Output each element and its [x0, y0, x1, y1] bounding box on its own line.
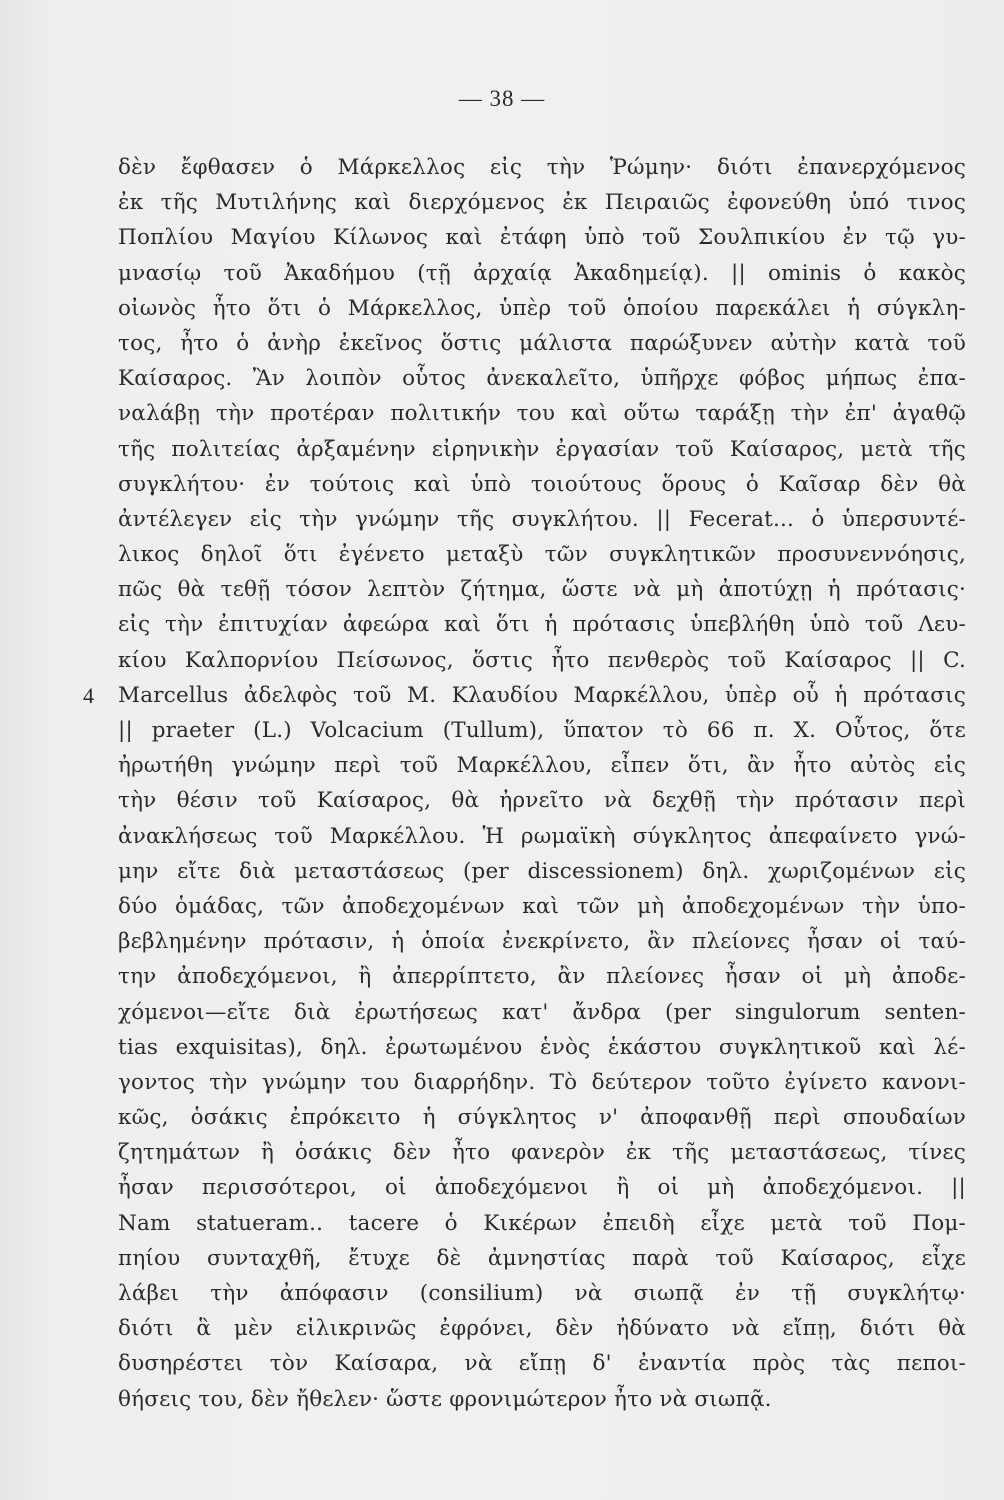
text-line: κῶς, ὁσάκις ἐπρόκειτο ἡ σύγκλητος ν' ἀποφανθῇ περὶ σπουδαίων [118, 1105, 966, 1131]
text-line: δύο ὁμάδας, τῶν ἀποδεχομένων καὶ τῶν μὴ ἀποδεχομένων τὴν ὑπο- [118, 893, 966, 919]
text-line: οἰωνὸς ἦτο ὅτι ὁ Μάρκελλος, ὑπὲρ τοῦ ὁποίου παρεκάλει ἡ σύγκλη- [118, 295, 966, 321]
text-line: Nam statueram.. tacere ὁ Κικέρων ἐπειδὴ εἶχε μετὰ τοῦ Πομ- [118, 1210, 966, 1236]
text-line: ζητημάτων ἢ ὁσάκις δὲν ἦτο φανερὸν ἐκ τῆς μεταστάσεως, τίνες [118, 1140, 966, 1166]
text-line: λάβει τὴν ἀπόφασιν (consilium) νὰ σιωπᾷ ἐν τῇ συγκλήτῳ· [118, 1281, 966, 1306]
margin-line-number: 4 [83, 683, 94, 708]
text-line: την ἀποδεχόμενοι, ἢ ἀπερρίπτετο, ἂν πλείονες ἦσαν οἱ μὴ ἀποδε- [118, 964, 966, 990]
text-line: Marcellus ἀδελφὸς τοῦ Μ. Κλαυδίου Μαρκέλλου, ὑπὲρ οὗ ἡ πρότασις [118, 682, 966, 708]
text-line: μην εἴτε διὰ μεταστάσεως (per discessionem) δηλ. χωριζομένων εἰς [118, 858, 966, 884]
text-line: δὲν ἔφθασεν ὁ Μάρκελλος εἰς τὴν Ῥώμην· διότι ἐπανερχόμενος [118, 155, 966, 180]
text-line: θήσεις του, δὲν ἤθελεν· ὥστε φρονιμώτερον ἦτο νὰ σιωπᾷ. [118, 1386, 772, 1412]
text-line: ἦσαν περισσότεροι, οἱ ἀποδεχόμενοι ἢ οἱ μὴ ἀποδεχόμενοι. || [118, 1175, 966, 1201]
text-line: τος, ἦτο ὁ ἀνὴρ ἐκεῖνος ὅστις μάλιστα παρώξυνεν αὐτὴν κατὰ τοῦ [118, 330, 966, 356]
text-line: πηίου συνταχθῆ, ἔτυχε δὲ ἀμνηστίας παρὰ τοῦ Καίσαρος, εἶχε [118, 1245, 966, 1271]
text-line: πῶς θὰ τεθῇ τόσον λεπτὸν ζήτημα, ὥστε νὰ μὴ ἀποτύχῃ ἡ πρότασις· [118, 577, 966, 603]
text-line: ἀνακλήσεως τοῦ Μαρκέλλου. Ἡ ρωμαϊκὴ σύγκλητος ἀπεφαίνετο γνώ- [118, 823, 966, 849]
text-line: Καίσαρος. Ἂν λοιπὸν οὗτος ἀνεκαλεῖτο, ὑπῆρχε φόβος μήπως ἐπα- [118, 366, 966, 392]
text-line: κίου Καλπορνίου Πείσωνος, ὅστις ἦτο πενθερὸς τοῦ Καίσαρος || C. [118, 647, 966, 673]
text-line: μνασίῳ τοῦ Ἀκαδήμου (τῇ ἀρχαίᾳ Ἀκαδημείᾳ). || ominis ὁ κακὸς [118, 260, 966, 286]
text-line: τὴν θέσιν τοῦ Καίσαρος, θὰ ἠρνεῖτο νὰ δεχθῇ τὴν πρότασιν περὶ [118, 788, 966, 814]
text-line: συγκλήτου· ἐν τούτοις καὶ ὑπὸ τοιούτους ὅρους ὁ Καῖσαρ δὲν θὰ [118, 471, 966, 497]
text-line: tias exquisitas), δηλ. ἐρωτωμένου ἑνὸς ἑκάστου συγκλητικοῦ καὶ λέ- [118, 1034, 966, 1060]
text-line: ναλάβῃ τὴν προτέραν πολιτικήν του καὶ οὕτω ταράξῃ τὴν ἐπ' ἀγαθῷ [118, 401, 966, 427]
text-line: ἠρωτήθη γνώμην περὶ τοῦ Μαρκέλλου, εἶπεν ὅτι, ἂν ἦτο αὐτὸς εἰς [118, 753, 966, 779]
page-number: — 38 — [458, 86, 546, 111]
text-line: διότι ἃ μὲν εἰλικρινῶς ἐφρόνει, δὲν ἠδύνατο νὰ εἴπῃ, διότι θὰ [118, 1316, 966, 1342]
text-line: βεβλημένην πρότασιν, ἡ ὁποία ἐνεκρίνετο, ἂν πλείονες ἦσαν οἱ ταύ- [118, 929, 966, 955]
text-line: εἰς τὴν ἐπιτυχίαν ἀφεώρα καὶ ὅτι ἡ πρότασις ὑπεβλήθη ὑπὸ τοῦ Λευ- [118, 612, 966, 638]
text-line: τῆς πολιτείας ἀρξαμένην εἰρηνικὴν ἐργασίαν τοῦ Καίσαρος, μετὰ τῆς [118, 436, 966, 462]
text-line: || praeter (L.) Volcacium (Tullum), ὕπατον τὸ 66 π. Χ. Οὗτος, ὅτε [118, 718, 966, 743]
text-line: λικος δηλοῖ ὅτι ἐγένετο μεταξὺ τῶν συγκλητικῶν προσυνεννόησις, [118, 542, 966, 568]
text-line: χόμενοι—εἴτε διὰ ἐρωτήσεως κατ' ἄνδρα (per singulorum senten- [118, 999, 966, 1025]
text-line: Ποπλίου Μαγίου Κίλωνος καὶ ἐτάφη ὑπὸ τοῦ Σουλπικίου ἐν τῷ γυ- [118, 225, 966, 251]
commentary-text [118, 150, 966, 1417]
text-line: ἐκ τῆς Μυτιλήνης καὶ διερχόμενος ἐκ Πειραιῶς ἐφονεύθη ὑπό τινος [118, 190, 966, 216]
text-line: ἀντέλεγεν εἰς τὴν γνώμην τῆς συγκλήτου. || Fecerat... ὁ ὑπερσυντέ- [118, 506, 966, 532]
text-line: γοντος τὴν γνώμην του διαρρήδην. Τὸ δεύτερον τοῦτο ἐγίνετο κανονι- [118, 1069, 966, 1095]
text-line: δυσηρέστει τὸν Καίσαρα, νὰ εἴπῃ δ' ἐναντία πρὸς τὰς πεποι- [118, 1351, 966, 1377]
